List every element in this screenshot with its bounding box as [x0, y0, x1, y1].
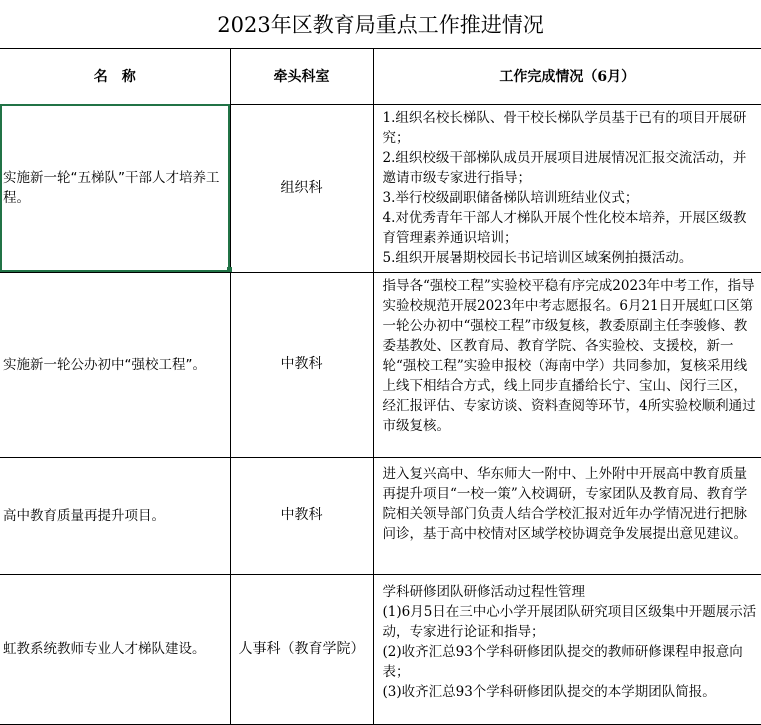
cell-name[interactable]: 虹教系统教师专业人才梯队建设。	[0, 574, 230, 724]
cell-dept[interactable]: 中教科	[230, 272, 373, 457]
cell-dept[interactable]: 人事科（教育学院）	[230, 574, 373, 724]
progress-line: 学科研修团队研修活动过程性管理	[382, 583, 585, 600]
cell-progress[interactable]	[373, 104, 761, 272]
table-row	[0, 272, 761, 457]
cell-progress[interactable]	[373, 574, 761, 724]
header-row	[0, 49, 761, 104]
cell-dept[interactable]: 中教科	[230, 457, 373, 574]
progress-line: 进入复兴高中、华东师大一附中、上外附中开展高中教育质量再提升项目“一校一策”入校调研，专家团队及教育局、教育学院相关领导部门负责人结合学校汇报对近年办学情况进行把脉问诊，基于高中校情对区域学校协调竞争发展提出意见建议。	[382, 465, 748, 542]
fill-handle[interactable]	[227, 267, 232, 272]
header-dept[interactable]: 牵头科室	[230, 49, 373, 104]
table-row	[0, 104, 761, 272]
header-progress[interactable]: 工作完成情况（6月）	[373, 49, 761, 104]
progress-line: 4.对优秀青年干部人才梯队开展个性化校本培养，开展区级教育管理素养通识培训；	[382, 209, 747, 246]
progress-line: (2)收齐汇总93个学科研修团队提交的教师研修课程申报意向表；	[382, 643, 743, 680]
cell-name[interactable]: 实施新一轮公办初中“强校工程”。	[0, 272, 230, 457]
cell-progress[interactable]	[373, 457, 761, 574]
table-row	[0, 457, 761, 574]
header-name[interactable]: 名 称	[0, 49, 230, 104]
cell-name[interactable]: 高中教育质量再提升项目。	[0, 457, 230, 574]
table-row	[0, 574, 761, 724]
progress-line: (1)6月5日在三中心小学开展团队研究项目区级集中开题展示活动，专家进行论证和指导；	[382, 603, 757, 640]
cell-dept[interactable]: 组织科	[230, 104, 373, 272]
progress-line: 2.组织校级干部梯队成员开展项目进展情况汇报交流活动，并邀请市级专家进行指导；	[382, 149, 747, 186]
progress-line: 5.组织开展暑期校园长书记培训区域案例拍摄活动。	[382, 249, 693, 266]
progress-line: (3)收齐汇总93个学科研修团队提交的本学期团队简报。	[382, 683, 716, 700]
cell-progress[interactable]	[373, 272, 761, 457]
cell-name[interactable]: 实施新一轮“五梯队”干部人才培养工程。	[0, 104, 230, 272]
progress-line: 1.组织名校长梯队、骨干校长梯队学员基于已有的项目开展研究；	[382, 109, 747, 146]
progress-line: 指导各“强校工程”实验校平稳有序完成2023年中考工作，指导实验校规范开展2023年中考志愿报名。6月21日开展虹口区第一轮公办初中“强校工程”市级复核，教委原副主任李骏修、教委基教处、区教育局、教育学院、各实验校、支援校，新一轮“强校工程”实验申报校（海南中学）共同参加，复核采用线上线下相结合方式，线上同步直播给长宁、宝山、闵行三区，经汇报评估、专家访谈、资料查阅等环节，4所实验校顺利通过市级复核。	[382, 277, 756, 434]
sheet-title: 2023年区教育局重点工作推进情况	[0, 0, 761, 49]
work-progress-table	[0, 49, 761, 725]
progress-line: 3.举行校级副职储备梯队培训班结业仪式；	[382, 189, 639, 206]
